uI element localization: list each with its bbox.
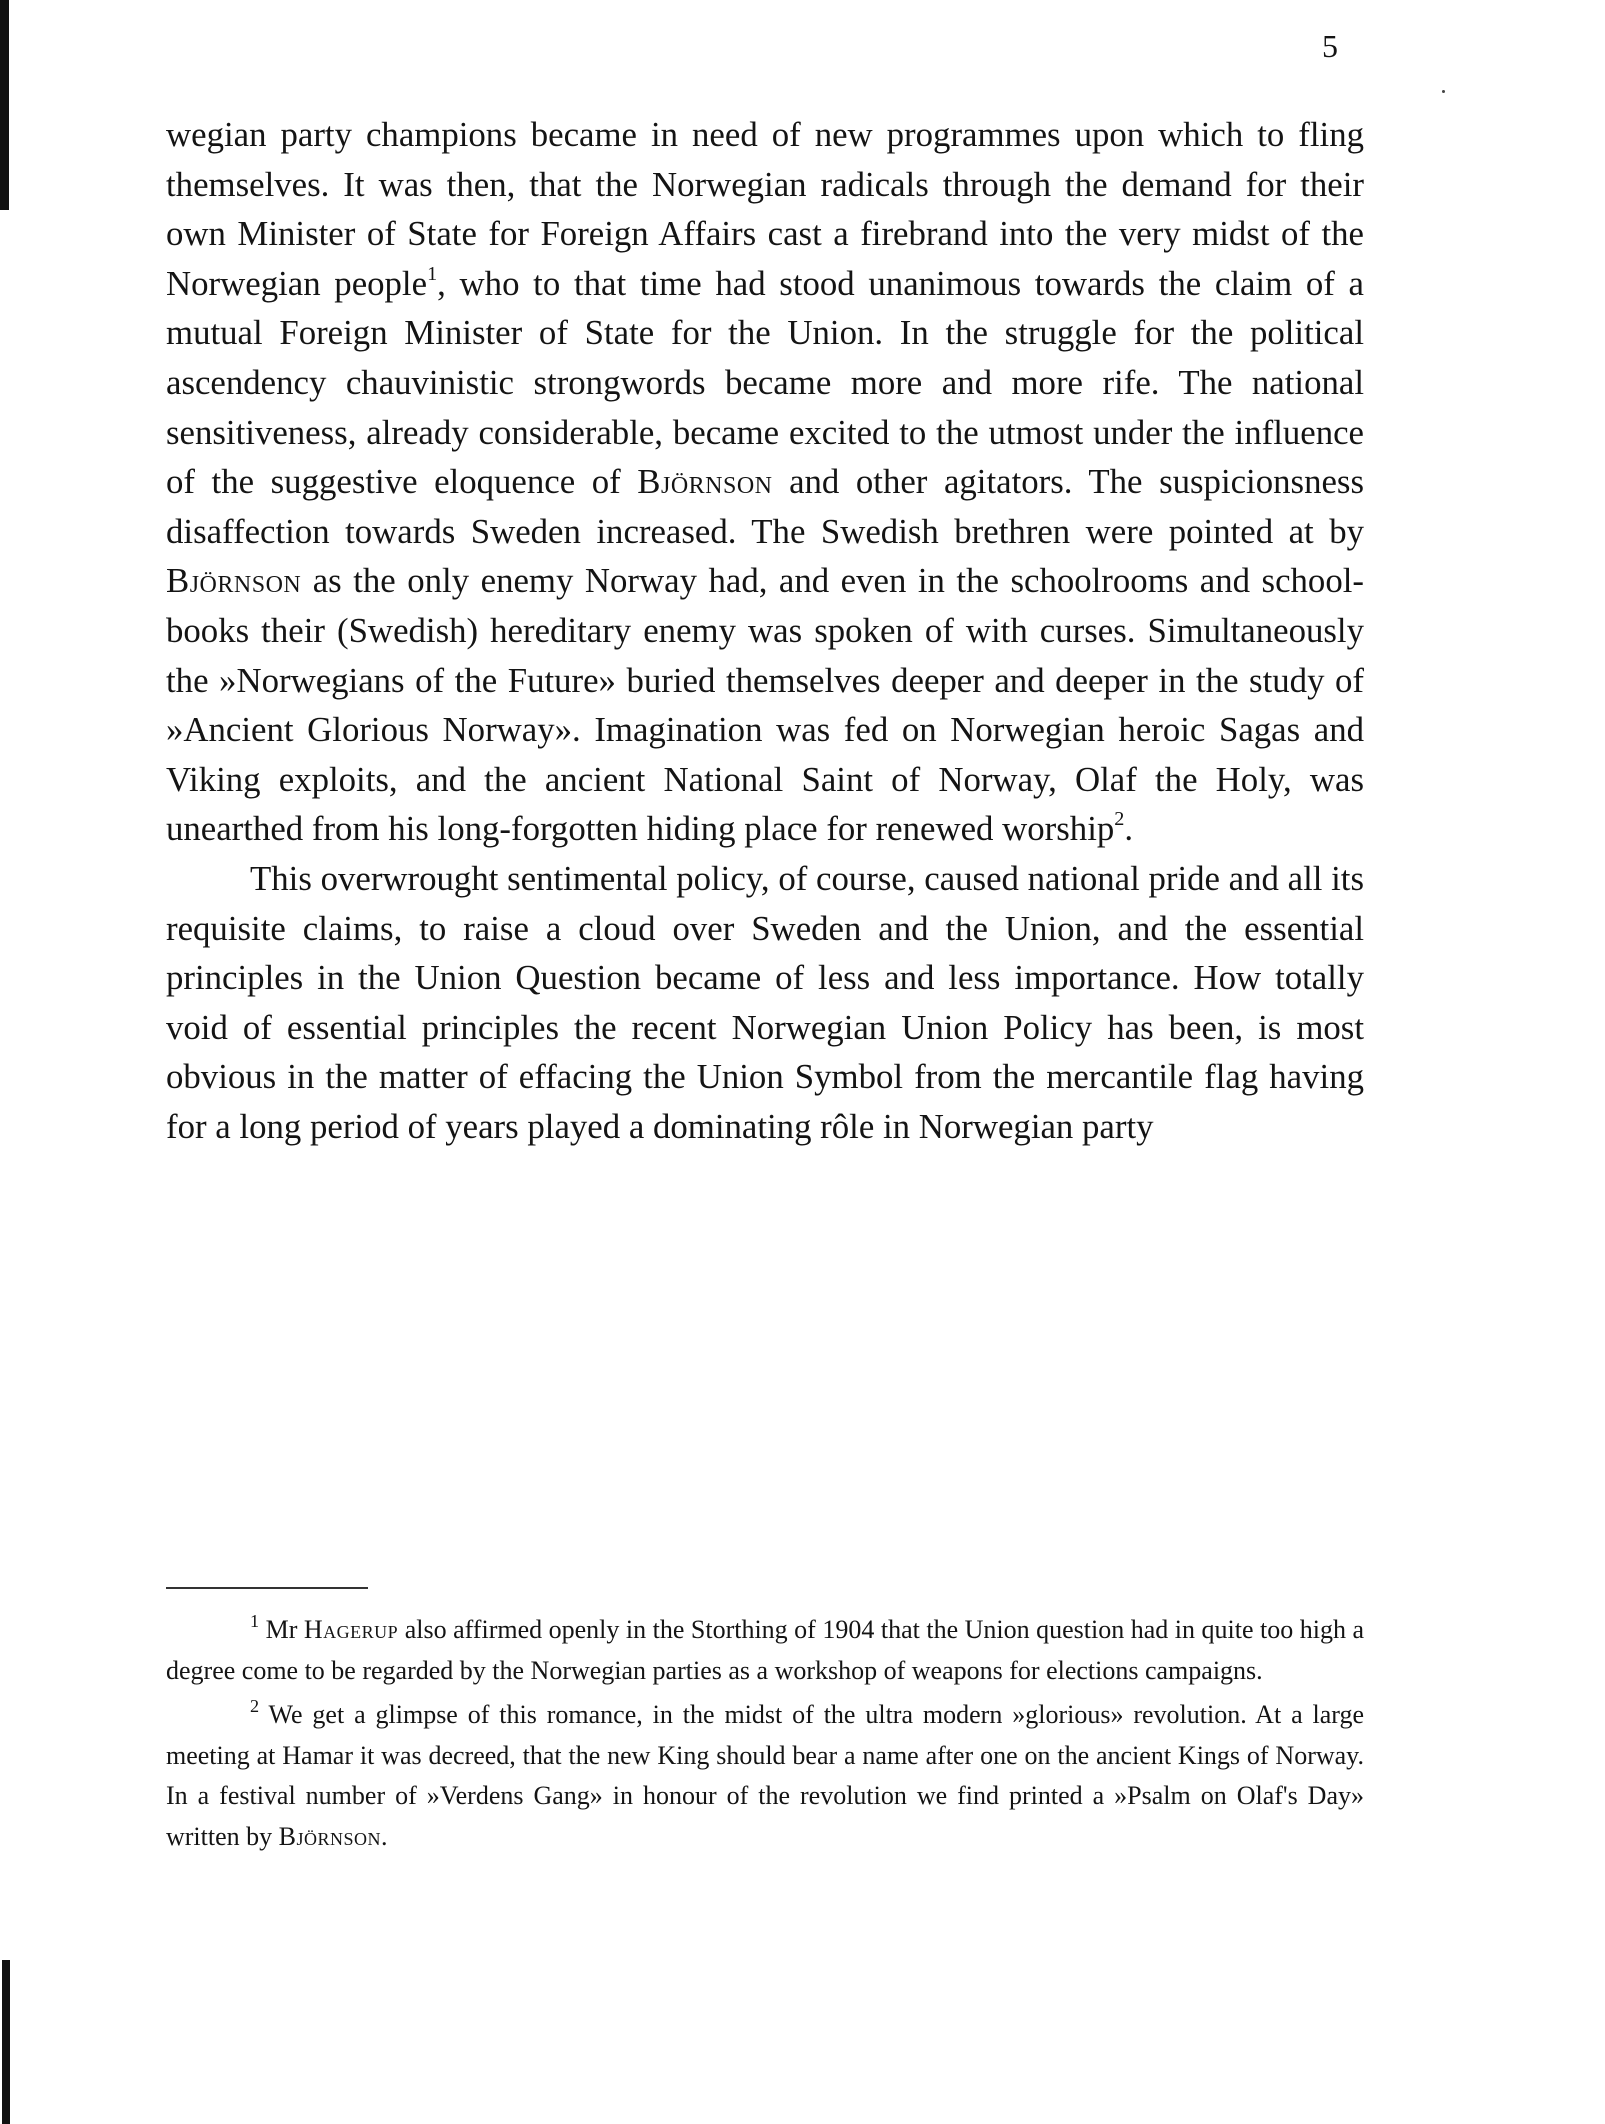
text-run: also affirmed openly in the Storthing of 1904 that the Union question had in quite too high a degree come to be regarded by the Norwegian parties as a workshop of weapons for elections campaigns. xyxy=(166,1615,1364,1685)
text-run: , who to that time had stood unanimous towards the claim of a mutual Foreign Minister of State for the Union. In the struggle for the political ascendency chauvinistic strongwords became more and more rife. The national sensitiveness, already considerable, became excited to the utmost under the influence of the suggestive eloquence of xyxy=(166,263,1364,502)
text-run: as the only enemy Norway had, and even in the schoolrooms and school-books their (Swedish) hereditary enemy was spoken of with curses. Simultaneously the »Norwegians of the Future» buried themselves deeper and deeper in the study of »Ancient Glorious Norway». Imagination was fed on Norwegian heroic Sagas and Viking exploits, and the ancient National Saint of Norway, Olaf the Holy, was unearthed from his long-forgotten hiding place for renewed worship xyxy=(166,561,1364,849)
author-name: Björnson xyxy=(637,462,773,502)
footnote-divider xyxy=(166,1587,368,1589)
scan-edge-mark-top xyxy=(0,0,9,210)
text-run: Mr xyxy=(259,1615,304,1644)
text-run: . xyxy=(381,1821,388,1851)
footnote-ref: 2 xyxy=(1114,808,1125,831)
text-run: and other agitators. The suspicionsness disaffection towards Sweden increased. The Swedish brethren were pointed at by xyxy=(166,462,1364,551)
main-text xyxy=(166,110,1364,1151)
footnote-number: 2 xyxy=(250,1696,260,1717)
footnotes xyxy=(166,1610,1364,1858)
text-run: We get a glimpse of this romance, in the midst of the ultra modern »glorious» revolution. At a large meeting at Hamar it was decreed, that the new King should bear a name after one on the ancient Kings of Norway. In a festival number of »Verdens Gang» in honour of the revolution we find printed a »Psalm on Olaf's Day» written by xyxy=(166,1700,1364,1851)
author-name: Björnson xyxy=(278,1821,382,1851)
text-run: wegian party champions became in need of new programmes upon which to fling themselves. It was then, that the Norwegian radicals through the demand for their own Minister of State for Foreign Affairs cast a firebrand into the very midst of the Norwegian people xyxy=(166,115,1364,303)
text-run: This overwrought sentimental policy, of course, caused national pride and all its requisite claims, to raise a cloud over Sweden and the Union, and the essential principles in the Union Question became of less and less importance. How totally void of essential principles the recent Norwegian Union Policy has been, is most obvious in the matter of effacing the Union Symbol from the mercantile flag having for a long period of years played a dominating rôle in Norwegian party xyxy=(166,858,1364,1146)
person-name: Hagerup xyxy=(303,1615,399,1644)
author-name: Björnson xyxy=(166,561,302,601)
footnote-number: 1 xyxy=(250,1611,260,1632)
paragraph xyxy=(166,854,1364,1152)
scan-speck xyxy=(1442,90,1445,93)
scan-edge-mark-bottom xyxy=(2,1960,10,2124)
footnote xyxy=(166,1695,1364,1857)
footnote xyxy=(166,1610,1364,1691)
paragraph xyxy=(166,110,1364,854)
text-run: . xyxy=(1124,809,1134,849)
footnote-ref: 1 xyxy=(427,262,438,285)
page-number: 5 xyxy=(1322,28,1338,64)
